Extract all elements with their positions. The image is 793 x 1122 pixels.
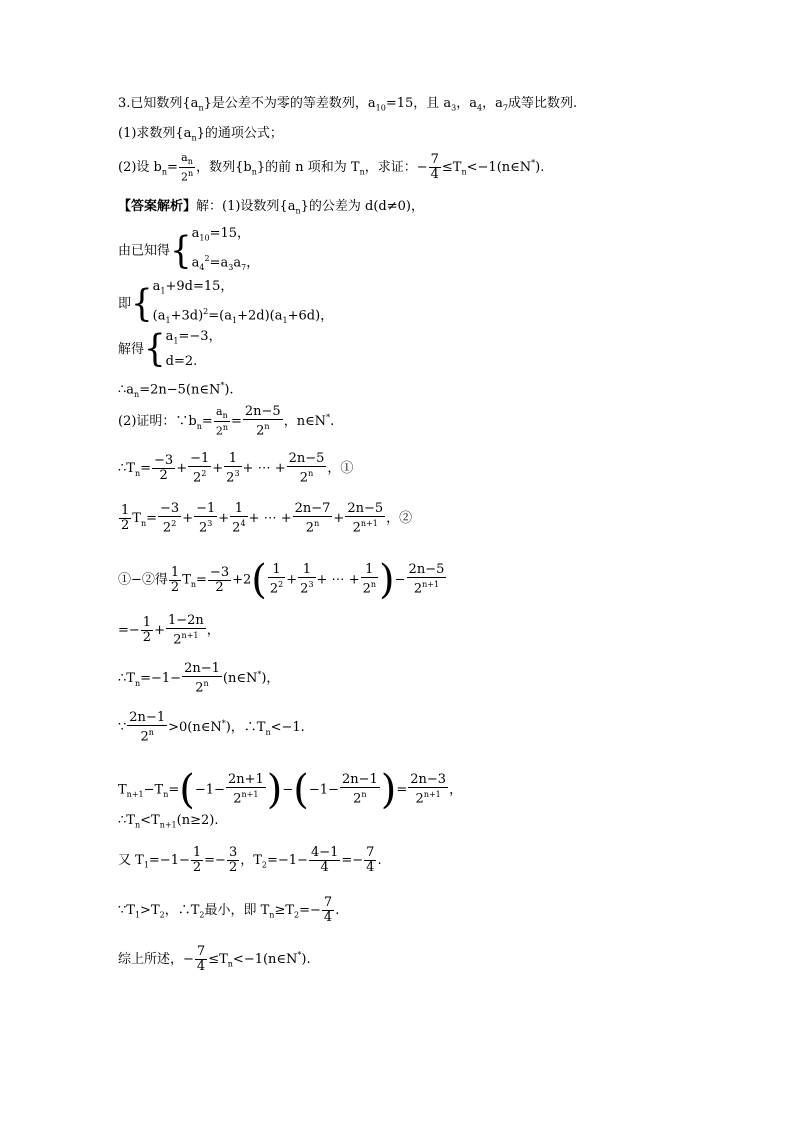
expanded-system: 即{$a_1+9d=15$， $(a_1+3d)^2=(a_1+2d)(a_1+6d)$， — [118, 279, 334, 326]
upper-bound: ∵ $\frac{2n-1}{2^n}$ >0(n∈N*)，$\therefore T_n<-1$. — [118, 710, 305, 745]
subtraction-step: ①−②得 $\frac{1}{2}$ $T_n=$ $\frac{-3}{2}$ +2( $\frac{1}{2^2}$ + $\frac{1}{2^3}$ + ⋯ + $\frac{1}{2^n}$ )− $\frac{2n-5}{2^{n+1}}$ — [118, 557, 445, 603]
minimum: $\because T_1>T_2$，$\therefore T_2$最小，即 $T_n\ge T_2=-$ $\frac{7}{4}$ . — [118, 895, 340, 925]
sum-equation-2: $\frac{1}{2}$ $T_n=$ $\frac{-3}{2^2}$ + $\frac{-1}{2^3}$ + $\frac{1}{2^4}$ + ⋯ + $\frac{2n-7}{2^n}$ + $\frac{2n-5}{2^{n+1}}$ ，② — [121, 501, 413, 536]
t1-t2-values: 又 $T_1=-1-$ $\frac{1}{2}$ =− $\frac{3}{2}$ ，$T_2=-1-$ $\frac{4-1}{4}$ =− $\frac{7}{4}$ . — [118, 845, 382, 875]
question-2: (2)设 $b_n=$ $\frac{a_n}{2^n}$ ，数列$\{b_n\}$的前 n 项和为 $T_n$，求证：− $\frac{7}{4}$ $\le T_n<-1(n\in N^*)$. — [118, 151, 545, 184]
question-1: (1)求数列$\{a_n\}$的通项公式； — [118, 126, 283, 143]
sum-equation-1: $\therefore T_n=$ $\frac{-3}{2}$ + $\frac{-1}{2^2}$ + $\frac{1}{2^3}$ + ⋯ + $\frac{2n-5}{2^n}$ ，① — [118, 451, 354, 486]
solution-start: 【答案解析】解：(1)设数列$\{a_n\}$的公差为 d(d≠0)， — [118, 199, 424, 216]
problem-statement: 3.已知数列$\{a_n\}$是公差不为零的等差数列，$a_{10}=15$，且 $a_3$，$a_4$，$a_7$成等比数列. — [118, 96, 578, 113]
general-term: $\therefore a_n=2n-5(n\in N^*)$. — [118, 381, 234, 399]
answer-label: 【答案解析】 — [118, 199, 197, 214]
difference-step: $T_{n+1}-T_n=(-1-$ $\frac{2n+1}{2^{n+1}}$ )−(−1− $\frac{2n-1}{2^n}$ )= $\frac{2n-3}{2^{n+1}}$ ， — [118, 767, 463, 813]
given-system: 由已知得{$a_{10}=15$， $a_4^2=a_3a_7$， — [118, 226, 260, 273]
monotonic: $\therefore T_n<T_{n+1}(n\ge 2)$. — [118, 813, 219, 830]
proof-bn: (2)证明：$\because b_n=$ $\frac{a_n}{2^n}$ = $\frac{2n-5}{2^n}$ ，n∈N*. — [118, 404, 335, 439]
solved-system: 解得{$a_1=-3$， d=2. — [118, 327, 222, 372]
tn-formula: $\therefore T_n=-1-$ $\frac{2n-1}{2^n}$ (n∈N*)， — [118, 661, 280, 696]
conclusion: 综上所述，− $\frac{7}{4}$ $\le T_n<-1(n\in N^*)$. — [118, 944, 311, 974]
subtraction-result: =− $\frac{1}{2}$ + $\frac{1-2n}{2^{n+1}}$ ， — [118, 613, 220, 648]
